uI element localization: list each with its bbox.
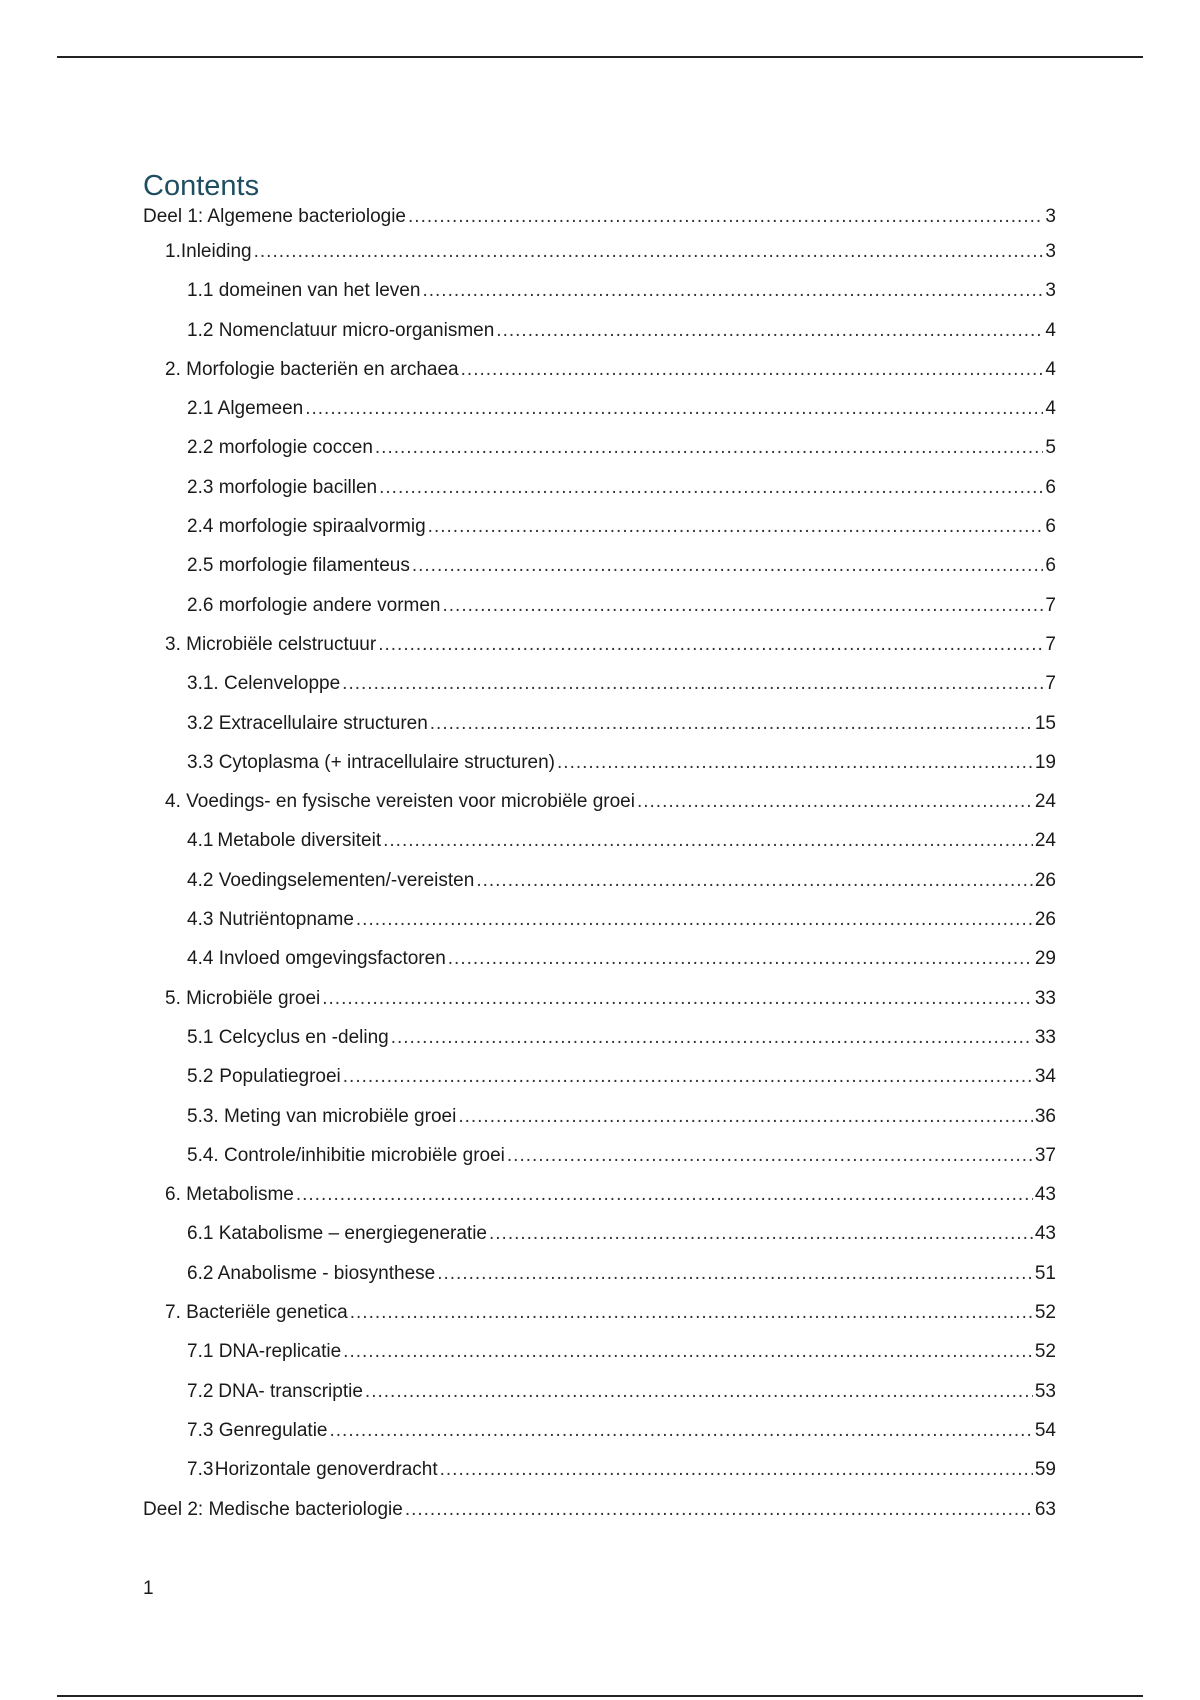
toc-entry-page: 4	[1045, 319, 1056, 341]
dot-leader	[378, 634, 1043, 656]
toc-entry-label: 6. Metabolisme	[165, 1184, 294, 1206]
toc-entry[interactable]	[143, 1420, 1056, 1459]
toc-entry-label: 5.4. Controle/inhibitie microbiële groei	[187, 1144, 505, 1166]
footer-rule	[57, 1695, 1143, 1697]
toc-entry-number: 7.3	[187, 1459, 214, 1481]
toc-entry[interactable]	[143, 359, 1056, 398]
dot-leader	[428, 516, 1044, 538]
toc-entry-label: 1.1 domeinen van het leven	[187, 280, 421, 302]
toc-entry-label: Deel 2: Medische bacteriologie	[143, 1498, 403, 1520]
toc-entry-page: 52	[1034, 1302, 1056, 1324]
toc-entry-page: 43	[1034, 1223, 1056, 1245]
dot-leader	[296, 1184, 1033, 1206]
dot-leader	[375, 437, 1044, 459]
toc-entry-label: 5.1 Celcyclus en -deling	[187, 1026, 389, 1048]
toc-entry-label: 4.3 Nutriëntopname	[187, 909, 354, 931]
toc-entry-label: 2. Morfologie bacteriën en archaea	[165, 358, 459, 380]
toc-entry-number: 4.1	[187, 830, 214, 852]
toc-entry[interactable]	[143, 206, 1056, 241]
dot-leader	[437, 1263, 1033, 1285]
toc-entry-page: 53	[1034, 1380, 1056, 1402]
toc-entry[interactable]	[143, 1145, 1056, 1184]
toc-entry[interactable]	[143, 280, 1056, 319]
dot-leader	[330, 1420, 1033, 1442]
toc-entry-label: Horizontale genoverdracht	[214, 1459, 438, 1481]
dot-leader	[405, 1499, 1033, 1521]
toc-entry-page: 59	[1034, 1459, 1056, 1481]
toc-entry-label: 5.3. Meting van microbiële groei	[187, 1105, 457, 1127]
toc-entry-page: 4	[1045, 358, 1056, 380]
toc-entry-page: 26	[1034, 909, 1056, 931]
toc-entry-page: 63	[1034, 1498, 1056, 1520]
toc-entry-label: 7. Bacteriële genetica	[165, 1302, 348, 1324]
toc-entry[interactable]	[143, 1263, 1056, 1302]
toc-entry-label: 1.2 Nomenclatuur micro-organismen	[187, 319, 495, 341]
toc-entry-label: 7.3 Genregulatie	[187, 1419, 328, 1441]
toc-entry-page: 6	[1045, 516, 1056, 538]
toc-entry-page: 52	[1034, 1341, 1056, 1363]
dot-leader	[442, 595, 1043, 617]
toc-entry[interactable]	[143, 673, 1056, 712]
toc-entry-page: 3	[1045, 206, 1056, 227]
toc-entry-label: 2.6 morfologie andere vormen	[187, 594, 441, 616]
toc-entry[interactable]	[143, 948, 1056, 987]
page-number: 1	[143, 1578, 154, 1599]
toc-entry-page: 15	[1034, 712, 1056, 734]
dot-leader	[343, 1341, 1033, 1363]
toc-entry-label: 4.4 Invloed omgevingsfactoren	[187, 948, 446, 970]
toc-list	[143, 206, 1056, 1538]
toc-entry-label: 2.5 morfologie filamenteus	[187, 555, 410, 577]
table-of-contents	[143, 166, 1056, 1538]
toc-entry[interactable]	[143, 516, 1056, 555]
dot-leader	[461, 359, 1044, 381]
toc-entry-page: 37	[1034, 1144, 1056, 1166]
dot-leader	[305, 398, 1043, 420]
toc-entry-label: 3.3 Cytoplasma (+ intracellulaire structuren)	[187, 751, 556, 773]
dot-leader	[496, 320, 1043, 342]
toc-entry-label: 3.1. Celenveloppe	[187, 673, 341, 695]
dot-leader	[489, 1223, 1033, 1245]
toc-entry-label: 2.3 morfologie bacillen	[187, 476, 378, 498]
toc-entry-label: 6.1 Katabolisme – energiegeneratie	[187, 1223, 487, 1245]
dot-leader	[507, 1145, 1033, 1167]
toc-entry-label: 4. Voedings- en fysische vereisten voor microbiële groei	[165, 791, 635, 813]
toc-entry-label: 1.Inleiding	[165, 241, 252, 262]
dot-leader	[458, 1106, 1033, 1128]
toc-entry[interactable]	[143, 909, 1056, 948]
dot-leader	[412, 555, 1044, 577]
toc-entry-page: 34	[1034, 1066, 1056, 1088]
toc-entry-page: 43	[1034, 1184, 1056, 1206]
toc-entry-label: Populatiegroei	[219, 1066, 341, 1088]
toc-entry-page: 33	[1034, 987, 1056, 1009]
toc-entry[interactable]	[143, 830, 1056, 869]
toc-entry-label: 2.4 morfologie spiraalvormig	[187, 516, 426, 538]
toc-entry[interactable]	[143, 1302, 1056, 1341]
dot-leader	[408, 206, 1043, 228]
toc-entry[interactable]	[143, 477, 1056, 516]
toc-entry[interactable]	[143, 1341, 1056, 1380]
toc-entry-page: 3	[1045, 280, 1056, 302]
header-rule	[57, 56, 1143, 58]
dot-leader	[350, 1302, 1033, 1324]
toc-entry[interactable]	[143, 320, 1056, 359]
toc-entry[interactable]	[143, 791, 1056, 830]
toc-entry-label: Metabole diversiteit	[217, 830, 382, 852]
toc-entry[interactable]	[143, 1066, 1056, 1105]
dot-leader	[448, 948, 1033, 970]
toc-entry-label: 5. Microbiële groei	[165, 987, 321, 1009]
toc-entry-page: 5	[1045, 437, 1056, 459]
dot-leader	[422, 280, 1043, 302]
toc-entry-page: 4	[1045, 398, 1056, 420]
toc-entry[interactable]	[143, 713, 1056, 752]
dot-leader	[343, 1066, 1033, 1088]
toc-title: Contents	[143, 170, 260, 202]
toc-entry-label: 2.2 morfologie coccen	[187, 437, 373, 459]
dot-leader	[637, 791, 1033, 813]
toc-entry[interactable]	[143, 595, 1056, 634]
dot-leader	[557, 752, 1033, 774]
toc-entry[interactable]	[143, 870, 1056, 909]
toc-entry[interactable]	[143, 437, 1056, 476]
toc-entry-label: 7.1 DNA-replicatie	[187, 1341, 342, 1363]
toc-entry-page: 3	[1045, 241, 1056, 262]
toc-entry[interactable]	[143, 1223, 1056, 1262]
dot-leader	[356, 909, 1033, 931]
toc-entry-label: 3.2 Extracellulaire structuren	[187, 712, 428, 734]
toc-entry-label: 3. Microbiële celstructuur	[165, 633, 377, 655]
toc-entry-page: 54	[1034, 1419, 1056, 1441]
toc-entry[interactable]	[143, 398, 1056, 437]
toc-entry-label: DNA- transcriptie	[218, 1380, 363, 1402]
toc-entry-page: 7	[1045, 673, 1056, 695]
toc-entry-page: 7	[1045, 633, 1056, 655]
dot-leader	[365, 1381, 1033, 1403]
toc-entry[interactable]	[143, 634, 1056, 673]
toc-entry-label: Deel 1: Algemene bacteriologie	[143, 206, 407, 227]
toc-entry[interactable]	[143, 555, 1056, 594]
toc-entry[interactable]	[143, 1459, 1056, 1498]
toc-entry[interactable]	[143, 1184, 1056, 1223]
dot-leader	[391, 1027, 1033, 1049]
toc-entry-page: 24	[1034, 791, 1056, 813]
dot-leader	[322, 988, 1033, 1010]
toc-entry-page: 24	[1034, 830, 1056, 852]
toc-entry-number: 7.2	[187, 1380, 214, 1402]
toc-entry-page: 33	[1034, 1026, 1056, 1048]
toc-entry-label: 6.2 Anabolisme - biosynthese	[187, 1262, 436, 1284]
dot-leader	[379, 477, 1043, 499]
toc-entry[interactable]	[143, 1499, 1056, 1538]
toc-entry[interactable]	[143, 1027, 1056, 1066]
toc-entry-page: 7	[1045, 594, 1056, 616]
toc-entry[interactable]	[143, 241, 1056, 280]
toc-entry-page: 36	[1034, 1105, 1056, 1127]
toc-entry-label: 4.2 Voedingselementen/-vereisten	[187, 869, 475, 891]
toc-entry-page: 6	[1045, 555, 1056, 577]
dot-leader	[430, 713, 1033, 735]
toc-entry[interactable]	[143, 988, 1056, 1027]
dot-leader	[254, 241, 1044, 263]
toc-entry[interactable]	[143, 1381, 1056, 1420]
dot-leader	[440, 1459, 1033, 1481]
toc-entry-page: 26	[1034, 869, 1056, 891]
toc-entry-page: 19	[1034, 751, 1056, 773]
dot-leader	[476, 870, 1033, 892]
dot-leader	[342, 673, 1043, 695]
dot-leader	[383, 830, 1033, 852]
toc-entry-label: 2.1 Algemeen	[187, 398, 304, 420]
toc-entry-page: 6	[1045, 476, 1056, 498]
toc-entry-number: 5.2	[187, 1066, 214, 1088]
toc-entry-page: 29	[1034, 948, 1056, 970]
toc-entry[interactable]	[143, 1106, 1056, 1145]
toc-entry[interactable]	[143, 752, 1056, 791]
toc-entry-page: 51	[1034, 1262, 1056, 1284]
